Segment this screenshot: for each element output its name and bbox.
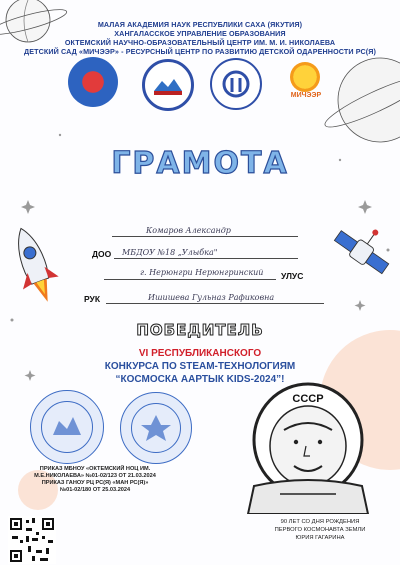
header-line-3: ОКТЕМСКИЙ НАУЧНО-ОБРАЗОВАТЕЛЬНЫЙ ЦЕНТР ИМ. М. И. НИКОЛАЕВА [64,38,336,47]
official-stamp-2 [120,392,192,464]
footer-line-3: ЮРИЯ ГАГАРИНА [295,535,345,541]
header-line-2: ХАНГАЛАССКОЕ УПРАВЛЕНИЕ ОБРАЗОВАНИЯ [114,29,286,38]
header-line-1: МАЛАЯ АКАДЕМИЯ НАУК РЕСПУБЛИКИ САХА (ЯКУТИЯ) [97,20,303,29]
order-line-3: ПРИКАЗ ГАНОУ РЦ РС(Я) «МАН РС(Я)» [41,480,149,486]
order-line-4: №01-02/180 ОТ 25.03.2024 [59,487,131,493]
micheer-logo [278,62,334,104]
micheer-logo-text: МИЧЭЭР [290,92,322,99]
contest-line-1 [0,348,400,360]
man-logo [68,57,118,107]
doo-line [114,258,298,259]
header-line-4: ДЕТСКИЙ САД «МИЧЭЭР» - РЕСУРСНЫЙ ЦЕНТР ПО РАЗВИТИЮ ДЕТСКОЙ ОДАРЕННОСТИ РС(Я) [23,47,377,56]
contest-line-2: КОНКУРСА ПО STEAM-ТЕХНОЛОГИЯМ [104,361,296,372]
city-line [104,279,276,280]
satellite-icon [328,218,394,288]
qr-code [8,516,56,564]
contest-line-1-text: VI РЕСПУБЛИКАНСКОГО [138,348,262,359]
helmet-label: СССР [292,393,324,405]
name-line [112,236,298,237]
official-stamp-1 [30,390,104,464]
participant-name: Комаров Александр [146,226,231,235]
gagarin-portrait [244,382,374,514]
footer-line-2: ПЕРВОГО КОСМОНАВТА ЗЕМЛИ [274,527,366,533]
order-line-2: М.Е.НИКОЛАЕВА» №01-02/123 ОТ 21.03.2024 [34,473,156,479]
order-line-1: ПРИКАЗ МБНОУ «ОКТЕМСКИЙ НОЦ ИМ. [39,466,151,472]
ulus-label: УЛУС [281,271,304,281]
winner-label: ПОБЕДИТЕЛЬ [136,321,264,339]
certificate-title: ГРАМОТА [111,146,289,181]
ruk-value: Ишишева Гульназ Рафиковна [148,293,275,302]
doo-label: ДОО [92,249,112,259]
rocket-icon [4,222,66,312]
ruk-label: РУК [84,294,101,304]
contest-line-3: “КОСМОСКА ААРТЫК KIDS-2024”! [115,374,285,385]
footer-line-1: 90 ЛЕТ СО ДНЯ РОЖДЕНИЯ [280,519,360,525]
education-logo [142,59,194,111]
ruk-line [106,303,324,304]
city-value: г. Нерюнгри Нерюнгринский [140,268,264,277]
doo-value: МБДОУ №18 „Улыбка" [122,248,218,257]
center-logo [210,58,262,110]
